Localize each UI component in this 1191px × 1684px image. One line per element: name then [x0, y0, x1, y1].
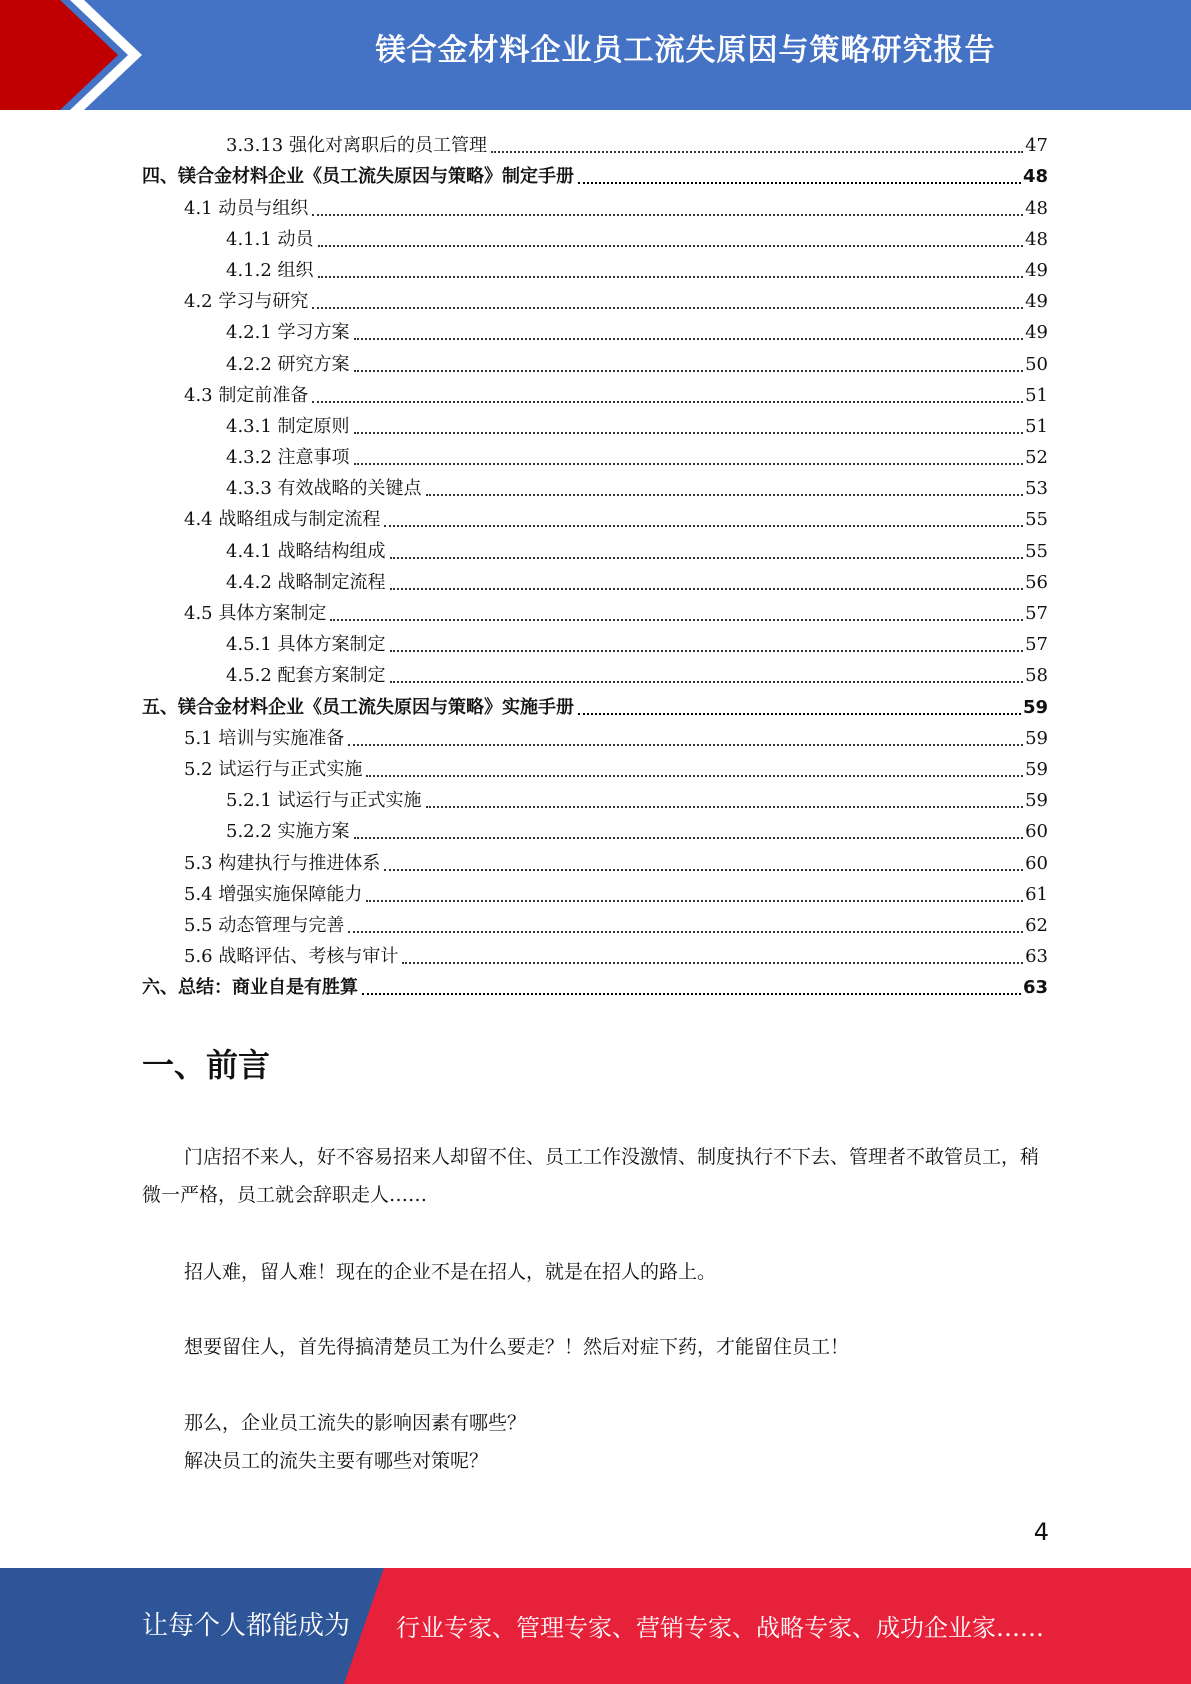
toc-dot-leader: [578, 695, 1021, 715]
toc-entry-label: 4.3.1 制定原则: [226, 415, 350, 437]
toc-dot-leader: [384, 851, 1023, 871]
toc-entry[interactable]: [142, 689, 1048, 720]
toc-entry[interactable]: [142, 253, 1048, 284]
toc-dot-leader: [312, 383, 1023, 403]
paragraph-3: 想要留住人，首先得搞清楚员工为什么要走？！然后对症下药，才能留住员工！: [184, 1336, 850, 1358]
toc-dot-leader: [390, 570, 1024, 590]
toc-entry-label: 六、总结：商业自是有胜算: [142, 977, 358, 999]
toc-entry[interactable]: [142, 814, 1048, 845]
toc-entry[interactable]: [142, 565, 1048, 596]
toc-entry[interactable]: [142, 222, 1048, 253]
toc-entry-page: 48: [1025, 228, 1048, 250]
toc-entry-page: 51: [1025, 384, 1048, 406]
toc-entry[interactable]: [142, 939, 1048, 970]
table-of-contents: [142, 128, 1048, 1001]
toc-entry[interactable]: [142, 596, 1048, 627]
footer-slogan-right: 行业专家、管理专家、营销专家、战略专家、成功企业家……: [396, 1614, 1044, 1642]
toc-entry-page: 59: [1025, 727, 1048, 749]
toc-entry-page: 57: [1025, 634, 1048, 656]
toc-entry-page: 57: [1025, 603, 1048, 624]
toc-dot-leader: [390, 539, 1024, 559]
toc-entry-label: 4.2.2 研究方案: [226, 353, 350, 375]
toc-dot-leader: [402, 944, 1023, 964]
toc-entry[interactable]: [142, 190, 1048, 221]
toc-entry[interactable]: [142, 409, 1048, 440]
toc-entry[interactable]: [142, 315, 1048, 346]
toc-entry[interactable]: [142, 877, 1048, 908]
toc-entry-label: 4.3 制定前准备: [184, 384, 309, 406]
toc-entry[interactable]: [142, 627, 1048, 658]
toc-dot-leader: [354, 414, 1024, 434]
toc-entry[interactable]: [142, 128, 1048, 159]
toc-entry-label: 4.2 学习与研究: [184, 291, 309, 313]
toc-dot-leader: [318, 258, 1024, 278]
toc-entry[interactable]: [142, 721, 1048, 752]
toc-entry-label: 5.2.2 实施方案: [226, 821, 350, 843]
toc-dot-leader: [366, 882, 1023, 902]
toc-dot-leader: [354, 445, 1024, 465]
toc-dot-leader: [354, 352, 1024, 372]
toc-entry-label: 3.3.13 强化对离职后的员工管理: [226, 135, 487, 157]
toc-entry-label: 5.2.1 试运行与正式实施: [226, 790, 422, 812]
toc-entry[interactable]: [142, 378, 1048, 409]
toc-entry-label: 4.1.2 组织: [226, 259, 314, 281]
toc-dot-leader: [348, 726, 1023, 746]
toc-entry[interactable]: [142, 440, 1048, 471]
toc-entry-page: 49: [1025, 322, 1048, 344]
toc-entry-page: 53: [1025, 478, 1048, 500]
section-heading-preface: 一、前言: [142, 1046, 271, 1084]
toc-entry-page: 51: [1025, 415, 1048, 437]
report-title: 镁合金材料企业员工流失原因与策略研究报告: [375, 33, 996, 68]
toc-entry-label: 4.1 动员与组织: [184, 197, 309, 219]
toc-entry-page: 55: [1025, 540, 1048, 562]
toc-entry-page: 63: [1022, 977, 1048, 999]
toc-entry-label: 5.1 培训与实施准备: [184, 727, 345, 749]
toc-entry-label: 4.5.1 具体方案制定: [226, 634, 386, 656]
toc-entry[interactable]: [142, 783, 1048, 814]
paragraph-4: 那么，企业员工流失的影响因素有哪些？: [184, 1412, 527, 1434]
paragraph-2: 招人难，留人难！现在的企业不是在招人，就是在招人的路上。: [184, 1261, 717, 1283]
toc-entry-page: 50: [1025, 353, 1048, 375]
toc-entry-page: 47: [1025, 135, 1048, 157]
toc-entry[interactable]: [142, 533, 1048, 564]
toc-dot-leader: [362, 975, 1021, 995]
page-footer-banner: [0, 1568, 1191, 1684]
toc-entry[interactable]: [142, 471, 1048, 502]
toc-entry-label: 4.1.1 动员: [226, 228, 314, 250]
toc-dot-leader: [318, 227, 1024, 247]
toc-dot-leader: [426, 476, 1024, 496]
toc-entry-page: 63: [1025, 946, 1048, 968]
toc-entry[interactable]: [142, 970, 1048, 1001]
toc-entry-label: 4.4.2 战略制定流程: [226, 571, 386, 593]
toc-entry-label: 4.4.1 战略结构组成: [226, 540, 386, 562]
footer-slogan-left: 让每个人都能成为: [142, 1611, 351, 1641]
toc-entry-label: 5.2 试运行与正式实施: [184, 758, 363, 780]
toc-entry-page: 60: [1025, 852, 1048, 874]
toc-dot-leader: [491, 133, 1023, 153]
toc-dot-leader: [354, 819, 1024, 839]
toc-entry[interactable]: [142, 502, 1048, 533]
toc-entry-label: 4.3.3 有效战略的关键点: [226, 478, 422, 500]
toc-dot-leader: [390, 632, 1024, 652]
toc-entry-page: 48: [1022, 166, 1048, 188]
toc-entry[interactable]: [142, 752, 1048, 783]
toc-entry-label: 5.6 战略评估、考核与审计: [184, 946, 399, 968]
toc-entry-page: 52: [1025, 447, 1048, 469]
toc-entry-page: 60: [1025, 821, 1048, 843]
toc-entry-page: 56: [1025, 571, 1048, 593]
toc-entry-page: 48: [1025, 197, 1048, 219]
toc-dot-leader: [384, 507, 1023, 527]
toc-entry-label: 4.5.2 配套方案制定: [226, 665, 386, 687]
toc-entry-label: 四、镁合金材料企业《员工流失原因与策略》制定手册: [142, 166, 574, 188]
toc-dot-leader: [312, 289, 1023, 309]
toc-entry-label: 五、镁合金材料企业《员工流失原因与策略》实施手册: [142, 696, 574, 718]
toc-entry-page: 59: [1025, 790, 1048, 812]
page-number: 4: [1033, 1518, 1049, 1546]
toc-entry[interactable]: [142, 346, 1048, 377]
toc-dot-leader: [348, 913, 1023, 933]
toc-dot-leader: [366, 757, 1023, 777]
toc-entry-page: 59: [1025, 758, 1048, 780]
toc-entry-label: 4.4 战略组成与制定流程: [184, 509, 381, 531]
page-header-banner: [0, 0, 1191, 110]
toc-entry-label: 4.5 具体方案制定: [184, 603, 327, 624]
toc-entry-page: 49: [1025, 291, 1048, 313]
paragraph-5: 解决员工的流失主要有哪些对策呢？: [184, 1450, 489, 1472]
toc-dot-leader: [330, 601, 1023, 621]
toc-entry-page: 55: [1025, 509, 1048, 531]
toc-dot-leader: [312, 196, 1023, 216]
toc-entry[interactable]: [142, 658, 1048, 689]
toc-entry-page: 62: [1025, 914, 1048, 936]
toc-entry-page: 61: [1025, 883, 1048, 905]
toc-entry-page: 58: [1025, 665, 1048, 687]
toc-entry-label: 4.3.2 注意事项: [226, 447, 350, 469]
toc-entry-label: 5.5 动态管理与完善: [184, 914, 345, 936]
toc-entry-label: 5.3 构建执行与推进体系: [184, 852, 381, 874]
toc-dot-leader: [390, 663, 1024, 683]
toc-entry[interactable]: [142, 908, 1048, 939]
toc-dot-leader: [426, 788, 1024, 808]
header-red-arrow-decoration: [0, 0, 150, 110]
toc-entry-page: 49: [1025, 259, 1048, 281]
toc-entry-label: 5.4 增强实施保障能力: [184, 883, 363, 905]
toc-entry[interactable]: [142, 284, 1048, 315]
toc-entry-label: 4.2.1 学习方案: [226, 322, 350, 344]
toc-entry-page: 59: [1022, 696, 1048, 718]
toc-entry[interactable]: [142, 159, 1048, 190]
paragraph-1: 门店招不来人，好不容易招来人却留不住、员工工作没激情、制度执行不下去、管理者不敢管员工，稍微一严格，员工就会辞职走人……: [142, 1146, 1040, 1206]
toc-entry[interactable]: [142, 845, 1048, 876]
toc-dot-leader: [354, 320, 1024, 340]
toc-dot-leader: [578, 164, 1021, 184]
